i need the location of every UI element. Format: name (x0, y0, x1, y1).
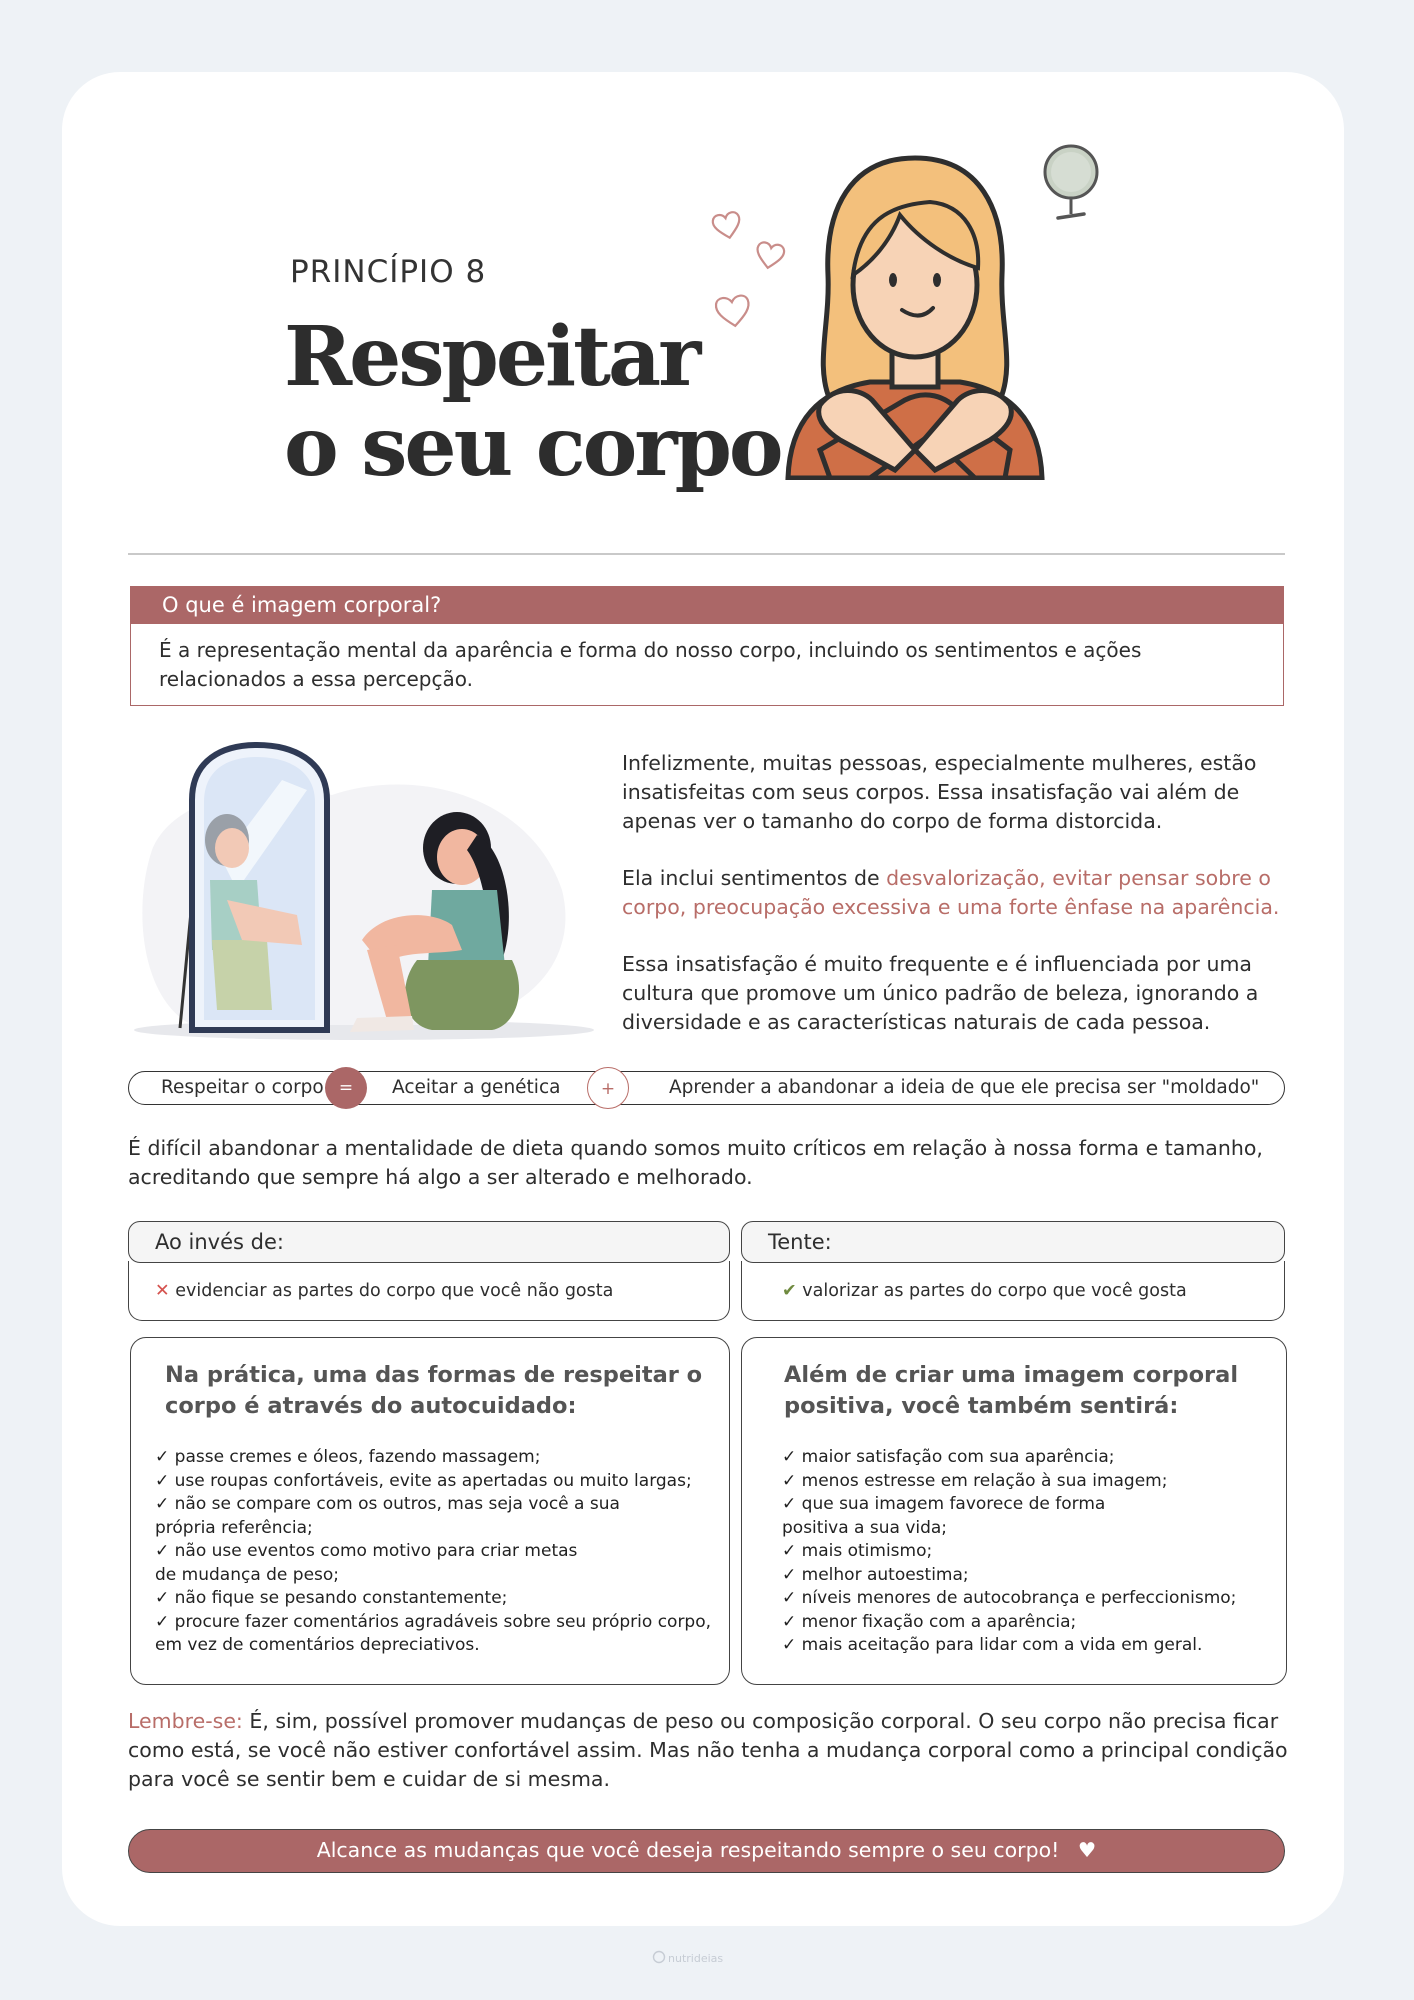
definition-heading: O que é imagem corporal? (130, 586, 1284, 624)
paragraph-feelings-highlight: desvalorização, evitar pensar sobre o corpo, preocupação excessiva e uma forte ênfase na aparência. (622, 866, 1280, 919)
self-care-heading-line-2: corpo é através do autocuidado: (165, 1393, 577, 1419)
benefits-list (782, 1446, 1236, 1658)
closing-banner-text: Alcance as mudanças que você deseja respeitando sempre o seu corpo! (316, 1838, 1060, 1862)
heart-icon: ♥ (1077, 1838, 1097, 1862)
title-line-1: Respeitar (284, 309, 699, 405)
list-item: ✓ não se compare com os outros, mas seja você a sua (155, 1494, 620, 1514)
benefits-heading (784, 1360, 1238, 1422)
brand-logo-icon (652, 1950, 666, 1964)
try-label: Tente: (741, 1221, 1285, 1263)
check-icon: ✔ (782, 1281, 797, 1301)
list-item: ✓ não use eventos como motivo para criar metas (155, 1541, 578, 1561)
benefits-heading-line-2: positiva, você também sentirá: (784, 1393, 1179, 1419)
woman-self-hug-illustration (780, 150, 1050, 480)
self-care-box (130, 1337, 730, 1685)
instead-of-text: evidenciar as partes do corpo que você não gosta (175, 1281, 614, 1301)
equation-term-mold: Aprender a abandonar a ideia de que ele precisa ser "moldado" (669, 1077, 1260, 1098)
closing-banner (128, 1829, 1285, 1873)
list-item: em vez de comentários depreciativos. (155, 1635, 480, 1655)
list-item: ✓ use roupas confortáveis, evite as apertadas ou muito largas; (155, 1470, 692, 1491)
paragraph-feelings-prefix: Ela inclui sentimentos de (622, 866, 887, 890)
benefits-heading-line-1: Além de criar uma imagem corporal (784, 1362, 1239, 1388)
instead-of-label: Ao invés de: (128, 1221, 730, 1263)
paragraph-culture: Essa insatisfação é muito frequente e é influenciada por uma cultura que promove um único padrão de beleza, ignorando a diversidade e as características naturais de cada pessoa. (622, 952, 1259, 1034)
footer-logo-text: nutrideias (668, 1952, 724, 1965)
list-item: ✓ menor fixação com a aparência; (782, 1611, 1077, 1632)
list-item: ✓ não fique se pesando constantemente; (155, 1588, 508, 1608)
equals-icon: = (325, 1067, 367, 1109)
hearts-illustration (700, 200, 790, 340)
remember-text: É, sim, possível promover mudanças de peso ou composição corporal. O seu corpo não precisa ficar como está, se você não estiver confortável assim. Mas não tenha a mudança corporal como a principal condição para você se sentir bem e cuidar de si mesma. (128, 1709, 1288, 1791)
mirror-scene-illustration (132, 740, 597, 1040)
list-item: ✓ melhor autoestima; (782, 1564, 969, 1585)
self-care-heading-line-1: Na prática, uma das formas de respeitar o (165, 1362, 703, 1388)
diet-mentality-paragraph: É difícil abandonar a mentalidade de dieta quando somos muito críticos em relação à nossa forma e tamanho, acreditando que sempre há algo a ser alterado e melhorado. (128, 1136, 1263, 1189)
list-item: ✓ mais aceitação para lidar com a vida em geral. (782, 1635, 1203, 1655)
list-item: ✓ níveis menores de autocobrança e perfeccionismo; (782, 1588, 1237, 1608)
try-text: valorizar as partes do corpo que você gosta (802, 1281, 1187, 1301)
list-item: ✓ maior satisfação com sua aparência; (782, 1447, 1115, 1467)
remember-paragraph (128, 1707, 1290, 1794)
list-item: ✓ procure fazer comentários agradáveis sobre seu próprio corpo, (155, 1611, 712, 1632)
list-item: ✓ menos estresse em relação à sua imagem; (782, 1470, 1168, 1491)
list-item: ✓ mais otimismo; (782, 1541, 933, 1561)
title-line-2: o seu corpo (284, 399, 781, 495)
list-item: positiva a sua vida; (782, 1517, 948, 1538)
instead-of-item (128, 1261, 730, 1321)
list-item: ✓ passe cremes e óleos, fazendo massagem; (155, 1447, 541, 1467)
equation-bar (128, 1071, 1285, 1105)
self-care-heading (165, 1360, 702, 1422)
paragraph-feelings (622, 864, 1282, 922)
list-item: ✓ que sua imagem favorece de forma (782, 1494, 1106, 1514)
try-item (741, 1261, 1285, 1321)
definition-body: É a representação mental da aparência e forma do nosso corpo, incluindo os sentimentos e ações relacionados a essa percepção. (130, 624, 1284, 706)
paragraph-dissatisfaction: Infelizmente, muitas pessoas, especialmente mulheres, estão insatisfeitas com seus corpos. Essa insatisfação vai além de apenas ver o tamanho do corpo de forma distorcida. (622, 751, 1257, 833)
header-divider (128, 553, 1285, 555)
plus-icon: + (587, 1067, 629, 1109)
remember-label: Lembre-se: (128, 1709, 243, 1733)
principle-number: PRINCÍPIO 8 (290, 254, 487, 290)
self-care-list (155, 1446, 711, 1658)
cross-icon: ✕ (155, 1281, 170, 1301)
benefits-box (741, 1337, 1287, 1685)
equation-term-genetics: Aceitar a genética (392, 1077, 561, 1098)
list-item: de mudança de peso; (155, 1564, 340, 1585)
list-item: própria referência; (155, 1517, 313, 1538)
equation-term-respect: Respeitar o corpo (161, 1077, 324, 1098)
